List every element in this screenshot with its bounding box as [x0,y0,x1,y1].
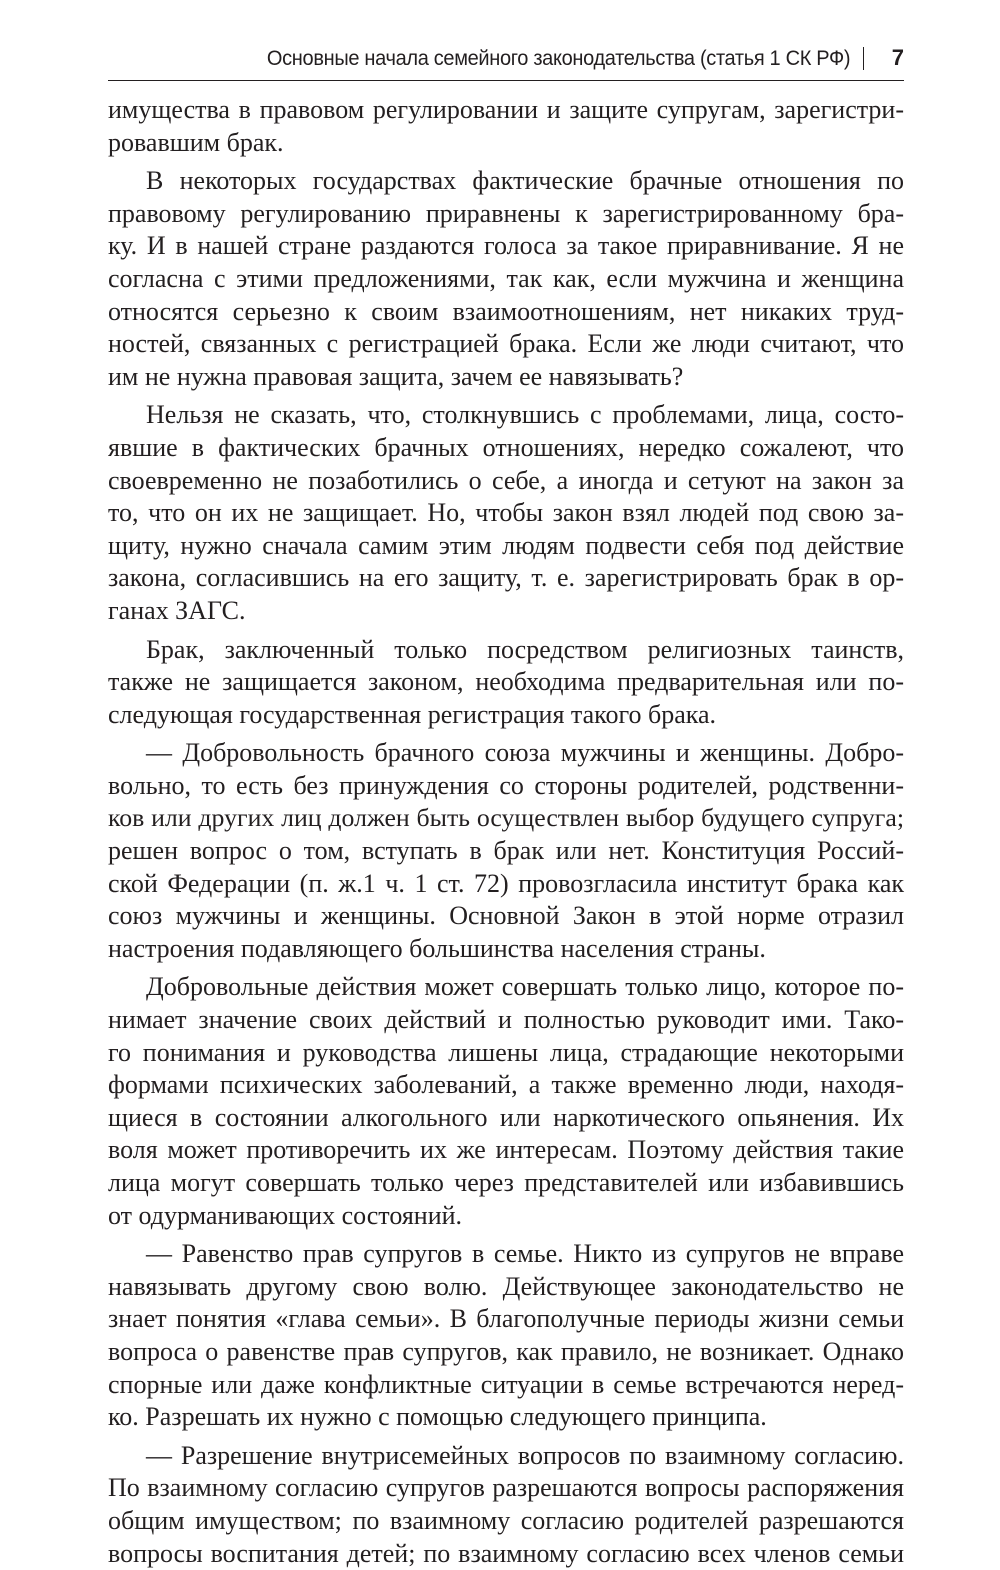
text-line: относятся серьезно к своим взаимоотношениям, нет никаких труд- [108,296,904,326]
text-line: Добровольные действия может совершать только лицо, которое по- [146,972,904,1002]
text-line: — Разрешение внутрисемейных вопросов по взаимному согласию. [146,1440,904,1470]
text-line: закона, согласившись на его защиту, т. е. зарегистрировать брак в ор- [108,563,904,593]
text-line: от одурманивающих состояний. [108,1200,463,1230]
text-line: — Добровольность брачного союза мужчины и женщины. Добро- [146,738,904,768]
text-line: настроения подавляющего большинства населения страны. [108,933,766,963]
text-line: вопросы воспитания детей; по взаимному согласию всех членов семьи [108,1538,904,1568]
header-separator [863,47,865,70]
text-line: формами психических заболеваний, а также временно люди, находя- [108,1070,904,1100]
text-line: правовому регулированию приравнены к зарегистрированному бра- [108,198,904,228]
text-line: следующая государственная регистрация такого брака. [108,699,717,729]
text-line: лица могут совершать только через представителей или избавившись [108,1168,904,1197]
text-line: решен вопрос о том, вступать в брак или нет. Конституция Россий- [108,836,904,866]
text-line: В некоторых государствах фактические брачные отношения по [146,166,904,196]
running-title: Основные начала семейного законодательства (статья 1 СК РФ) [266,46,850,70]
text-line: го понимания и руководства лишены лица, страдающие некоторыми [108,1037,904,1067]
text-line: также не защищается законом, необходима предварительная или по- [108,667,904,697]
text-line: имущества в правовом регулировании и защите супругам, зарегистри- [108,95,904,124]
text-line: общим имуществом; по взаимному согласию родителей разрешаются [108,1505,904,1535]
text-line: нимает значение своих действий и полностью руководит ими. Тако- [108,1005,904,1035]
text-line: — Равенство прав супругов в семье. Никто из супругов не вправе [146,1239,904,1269]
text-line: навязывать другому свою волю. Действующее законодательство не [108,1271,904,1301]
text-line: щиеся в состоянии алкогольного или наркотического опьянения. Их [108,1102,904,1132]
text-line: ганах ЗАГС. [108,595,246,625]
text-line: воля может противоречить их же интересам. Поэтому действия такие [108,1135,904,1165]
text-line: ку. И в нашей стране раздаются голоса за такое приравнивание. Я не [108,231,904,261]
text-line: Брак, заключенный только посредством религиозных таинств, [146,634,904,664]
text-line: вольно, то есть без принуждения со стороны родителей, родственни- [108,770,904,800]
text-line: Нельзя не сказать, что, столкнувшись с проблемами, лица, состо- [146,400,904,430]
text-line: знает понятия «глава семьи». В благополучные периоды жизни семьи [108,1304,904,1334]
text-line: По взаимному согласию супругов разрешаются вопросы распоряжения [108,1473,904,1503]
text-line: ровавшим брак. [108,127,284,157]
text-line: ской Федерации (п. ж.1 ч. 1 ст. 72) провозгласила институт брака как [108,868,904,898]
text-line: вопроса о равенстве прав супругов, как правило, не возникает. Однако [108,1336,904,1366]
running-header [108,44,904,81]
page-number: 7 [891,45,904,70]
text-line: союз мужчины и женщины. Основной Закон в этой норме отразил [108,901,904,931]
text-line: согласна с этими предложениями, так как, если мужчина и женщина [108,263,904,293]
text-line: то, что он их не защищает. Но, чтобы закон взял людей под свою за- [108,498,904,528]
body-text [108,94,904,1570]
text-line: ко. Разрешать их нужно с помощью следующего принципа. [108,1402,767,1432]
text-line: ностей, связанных с регистрацией брака. Если же люди считают, что [108,329,904,359]
text-line: им не нужна правовая защита, зачем ее навязывать? [108,361,684,391]
text-line: ков или других лиц должен быть осуществлен выбор будущего супруга; [108,803,904,833]
text-line: щиту, нужно сначала самим этим людям подвести себя под действие [108,530,904,560]
text-line: спорные или даже конфликтные ситуации в семье встречаются неред- [108,1369,904,1399]
text-line: своевременно не позаботились о себе, а иногда и сетуют на закон за [108,465,904,495]
text-line: явшие в фактических брачных отношениях, нередко сожалеют, что [108,432,904,462]
